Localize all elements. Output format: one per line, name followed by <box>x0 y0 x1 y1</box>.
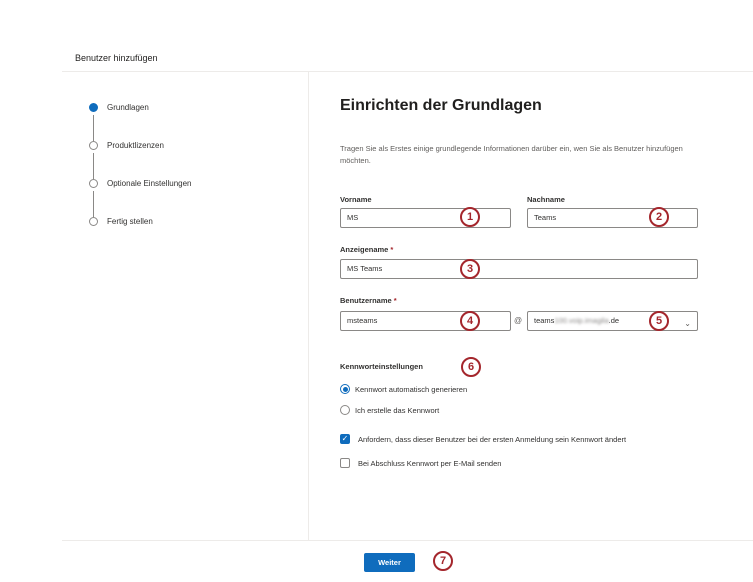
domain-dropdown[interactable] <box>527 311 698 331</box>
display-name-label <box>340 245 393 254</box>
panel-title: Benutzer hinzufügen <box>75 53 158 63</box>
step-label: Produktlizenzen <box>107 141 164 150</box>
radio-selected-icon <box>340 384 350 394</box>
checkbox-empty-icon <box>340 458 350 468</box>
username-label <box>340 296 397 305</box>
domain-redacted: 100.voip.imagila <box>554 316 609 325</box>
checkbox-email-password[interactable] <box>340 458 501 468</box>
step-label: Optionale Einstellungen <box>107 179 192 188</box>
checkmark-icon: ✓ <box>341 434 349 443</box>
at-sign: @ <box>514 316 523 325</box>
step-fertig-stellen[interactable] <box>89 217 153 226</box>
step-dot-icon <box>89 179 98 188</box>
annotation-badge-3: 3 <box>460 259 480 279</box>
display-name-input[interactable]: MS Teams <box>340 259 698 279</box>
footer-divider <box>62 540 753 541</box>
checkbox-label: Bei Abschluss Kennwort per E-Mail senden <box>358 458 502 468</box>
step-connector <box>93 153 94 179</box>
page-title: Einrichten der Grundlagen <box>340 97 542 114</box>
page-description: Tragen Sie als Erstes einige grundlegende Informationen darüber ein, wen Sie als Benutzer hinzufügen möchten. <box>340 144 683 165</box>
radio-label: Kennwort automatisch generieren <box>355 384 468 394</box>
step-label: Grundlagen <box>107 103 149 112</box>
first-name-input[interactable]: MS <box>340 208 511 228</box>
chevron-down-icon: ⌄ <box>684 319 691 328</box>
last-name-input[interactable]: Teams <box>527 208 698 228</box>
radio-label: Ich erstelle das Kennwort <box>355 405 440 415</box>
annotation-badge-2: 2 <box>649 207 669 227</box>
step-dot-icon <box>89 141 98 150</box>
checkbox-label: Anfordern, dass dieser Benutzer bei der ersten Anmeldung sein Kennwort ändert <box>358 434 627 444</box>
sidebar-divider <box>308 72 309 540</box>
step-connector <box>93 115 94 141</box>
username-label-text: Benutzername <box>340 296 392 305</box>
next-button[interactable]: Weiter <box>364 553 415 572</box>
username-input[interactable]: msteams <box>340 311 511 331</box>
step-produktlizenzen[interactable] <box>89 141 164 150</box>
annotation-badge-4: 4 <box>460 311 480 331</box>
domain-prefix: teams <box>534 316 555 325</box>
annotation-badge-7: 7 <box>433 551 453 571</box>
radio-unselected-icon <box>340 405 350 415</box>
step-connector <box>93 191 94 217</box>
display-name-label-text: Anzeigename <box>340 245 389 254</box>
last-name-label: Nachname <box>527 195 565 204</box>
checkbox-require-change[interactable] <box>340 434 626 444</box>
annotation-badge-6: 6 <box>461 357 481 377</box>
radio-auto-generate[interactable] <box>340 384 467 394</box>
step-grundlagen[interactable] <box>89 103 149 112</box>
step-active-dot-icon <box>89 103 98 112</box>
annotation-badge-5: 5 <box>649 311 669 331</box>
domain-suffix: .de <box>608 316 620 325</box>
annotation-badge-1: 1 <box>460 207 480 227</box>
step-label: Fertig stellen <box>107 217 153 226</box>
required-marker: * <box>390 245 394 254</box>
step-dot-icon <box>89 217 98 226</box>
required-marker: * <box>393 296 397 305</box>
password-settings-label: Kennworteinstellungen <box>340 362 423 371</box>
header-divider <box>62 71 753 72</box>
step-optionale-einstellungen[interactable] <box>89 179 192 188</box>
radio-create-password[interactable] <box>340 405 439 415</box>
first-name-label: Vorname <box>340 195 372 204</box>
